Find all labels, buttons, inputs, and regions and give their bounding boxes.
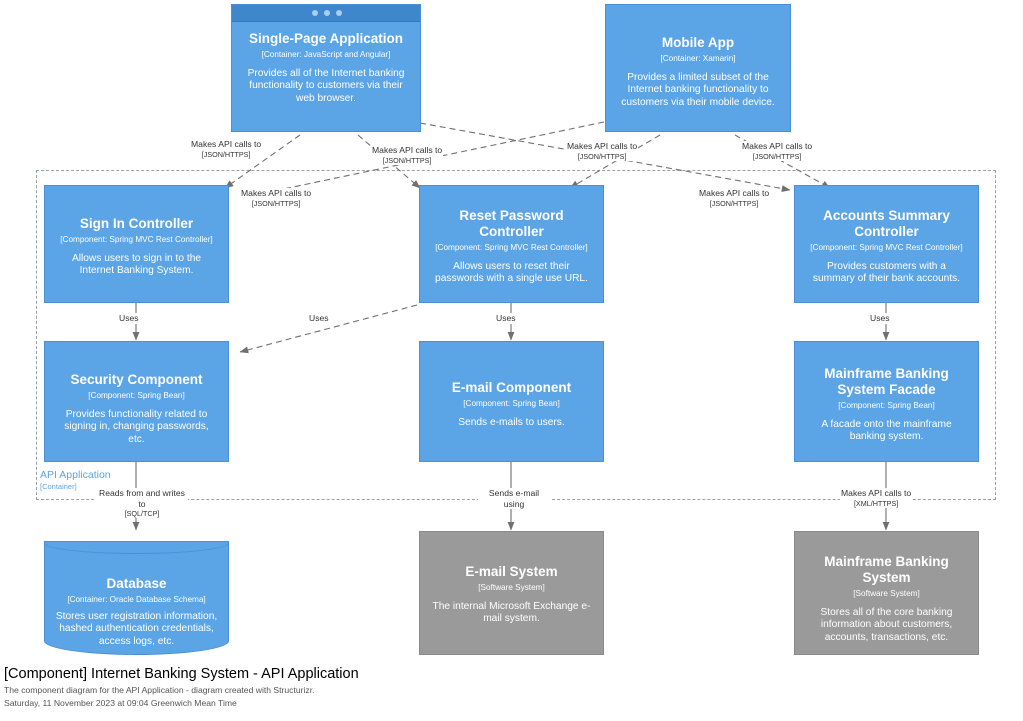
node-title: Database	[106, 576, 167, 591]
node-single-page-application[interactable]	[231, 4, 421, 132]
node-desc: Stores all of the core banking information about customers, accounts, transactions, etc.	[820, 606, 953, 643]
edge-label-facade-to-mainframe	[840, 488, 912, 508]
node-meta: [Component: Spring Bean]	[838, 400, 935, 410]
node-title: Sign In Controller	[79, 216, 194, 231]
node-email-component[interactable]	[419, 341, 604, 462]
node-desc: A facade onto the mainframe banking system.	[821, 418, 952, 443]
edge-label-text: Uses	[119, 313, 139, 323]
node-desc: Allows users to reset their passwords with a single use URL.	[435, 260, 588, 285]
edge-label-tech: [JSON/HTTPS]	[709, 198, 759, 208]
edge-label-spa-to-accounts	[698, 188, 770, 208]
edge-label-text: Makes API calls to	[191, 139, 262, 149]
boundary-label-sub: [Container]	[40, 481, 77, 491]
node-title: Security Component	[70, 372, 203, 387]
edge-label-text: Reads from and writes to	[99, 488, 185, 509]
edge-label-text: Makes API calls to	[372, 145, 443, 155]
edge-label-text: Makes API calls to	[567, 141, 638, 151]
node-desc: Stores user registration information, hashed authentication credentials, access logs, etc.	[55, 610, 218, 648]
edge-label-mobile-to-accounts	[741, 141, 813, 161]
edge-label-mobile-to-reset	[566, 141, 638, 161]
node-accounts-summary-controller[interactable]	[794, 185, 979, 303]
edge-label-spa-to-signin	[190, 139, 262, 159]
edge-label-tech: [JSON/HTTPS]	[201, 149, 251, 159]
node-desc: Provides functionality related to signing in, changing passwords, etc.	[64, 408, 209, 446]
node-title: Single-Page Application	[248, 31, 404, 46]
edge-label-text: Uses	[309, 313, 329, 323]
edge-label-tech: [JSON/HTTPS]	[382, 155, 432, 165]
node-meta: [Component: Spring MVC Rest Controller]	[810, 242, 963, 252]
node-desc: Provides customers with a summary of their bank accounts.	[812, 260, 961, 285]
boundary-label-text: API Application	[40, 469, 111, 481]
edge-label-security-to-database	[96, 488, 188, 518]
edge-label-text: Uses	[496, 313, 516, 323]
node-mainframe-banking-system-facade[interactable]	[794, 341, 979, 462]
edge-label-email-to-email-system	[478, 488, 550, 509]
node-meta: [Software System]	[853, 588, 920, 598]
edge-label-reset-uses-email	[495, 313, 517, 324]
node-title: Mobile App	[661, 35, 735, 50]
edge-label-tech: [SQL/TCP]	[124, 509, 160, 519]
node-meta: [Component: Spring MVC Rest Controller]	[435, 242, 588, 252]
node-meta: [Container: JavaScript and Angular]	[261, 49, 391, 59]
diagram-caption	[4, 666, 704, 709]
browser-chrome-icon	[232, 5, 420, 22]
node-mobile-app[interactable]	[605, 4, 791, 132]
node-meta: [Container: Xamarin]	[660, 53, 736, 63]
node-email-system[interactable]	[419, 531, 604, 655]
edge-label-text: Makes API calls to	[742, 141, 813, 151]
caption-title: [Component] Internet Banking System - API Application	[4, 666, 359, 682]
node-security-component[interactable]	[44, 341, 229, 462]
node-meta: [Component: Spring Bean]	[463, 398, 560, 408]
node-meta: [Container: Oracle Database Schema]	[67, 594, 206, 604]
node-desc: Provides a limited subset of the Internet banking functionality to customers via their mobile device.	[621, 71, 775, 109]
node-desc: Allows users to sign in to the Internet Banking System.	[71, 252, 202, 277]
node-database[interactable]	[44, 541, 229, 655]
node-title: Mainframe Banking System	[824, 554, 949, 585]
edge-label-text: Uses	[870, 313, 890, 323]
edge-label-spa-to-reset	[371, 145, 443, 165]
node-meta: [Component: Spring Bean]	[88, 390, 185, 400]
node-title: Reset Password Controller	[459, 208, 564, 239]
node-title: E-mail Component	[451, 380, 572, 395]
node-title: Mainframe Banking System Facade	[824, 366, 949, 397]
node-desc: Sends e-mails to users.	[458, 416, 565, 428]
node-desc: Provides all of the Internet banking functionality to customers via their web browser.	[247, 67, 405, 105]
node-mainframe-banking-system[interactable]	[794, 531, 979, 655]
edge-label-signin-uses-security	[118, 313, 140, 324]
edge-label-text: Makes API calls to	[241, 188, 312, 198]
edge-label-accounts-uses-facade	[869, 313, 891, 324]
edge-label-tech: [JSON/HTTPS]	[251, 198, 301, 208]
edge-label-text: Makes API calls to	[699, 188, 770, 198]
edge-label-reset-uses-security	[308, 313, 330, 324]
node-meta: [Component: Spring MVC Rest Controller]	[60, 234, 213, 244]
node-sign-in-controller[interactable]	[44, 185, 229, 303]
caption-line2: Saturday, 11 November 2023 at 09:04 Greenwich Mean Time	[4, 697, 237, 708]
edge-label-text: Makes API calls to	[841, 488, 912, 498]
node-reset-password-controller[interactable]	[419, 185, 604, 303]
node-desc: The internal Microsoft Exchange e-mail system.	[432, 600, 591, 625]
cylinder-top-shape	[44, 541, 229, 554]
node-title: Accounts Summary Controller	[823, 208, 950, 239]
edge-label-text: Sends e-mail using	[488, 488, 540, 509]
edge-label-tech: [JSON/HTTPS]	[577, 151, 627, 161]
node-title: E-mail System	[465, 564, 558, 579]
caption-line1: The component diagram for the API Application - diagram created with Structurizr.	[4, 685, 315, 695]
edge-label-mobile-to-signin	[240, 188, 312, 208]
edge-label-tech: [XML/HTTPS]	[853, 498, 899, 508]
edge-label-tech: [JSON/HTTPS]	[752, 151, 802, 161]
node-meta: [Software System]	[478, 582, 545, 592]
